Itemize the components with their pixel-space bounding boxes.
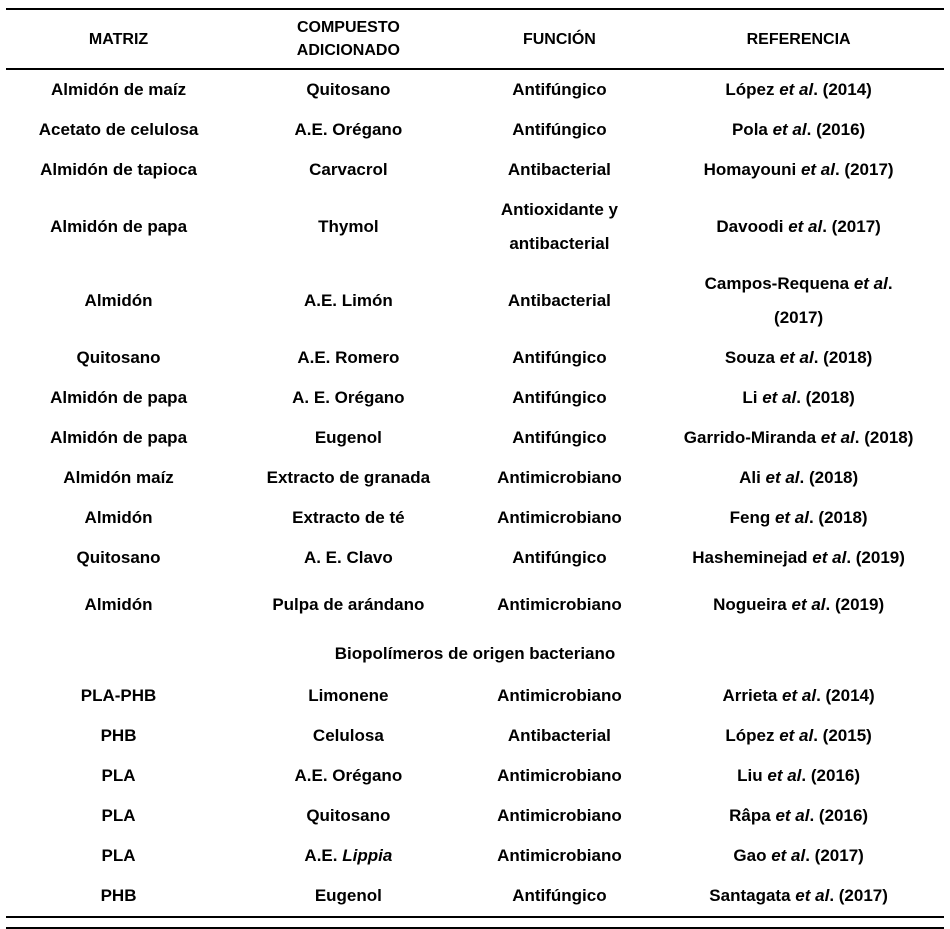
cell-funcion: Antimicrobiano	[497, 468, 622, 487]
cell-compuesto: Eugenol	[314, 428, 382, 447]
cell-funcion: Antioxidante y antibacterial	[500, 200, 618, 253]
table-row	[6, 458, 944, 498]
cell-funcion: Antimicrobiano	[497, 686, 622, 705]
cell-referencia: Nogueira et al. (2019)	[713, 595, 885, 614]
cell-compuesto: A.E. Romero	[297, 348, 400, 367]
cell-referencia: Souza et al. (2018)	[724, 348, 873, 367]
cell-referencia: Gao et al. (2017)	[733, 846, 864, 865]
table-body	[6, 69, 944, 917]
cell-funcion: Antifúngico	[512, 548, 607, 567]
table-row	[6, 150, 944, 190]
cell-matriz: Almidón	[84, 508, 153, 527]
cell-funcion: Antifúngico	[512, 80, 607, 99]
cell-referencia: López et al. (2014)	[725, 80, 872, 99]
cell-funcion: Antifúngico	[512, 388, 607, 407]
section-header: Biopolímeros de origen bacteriano	[334, 644, 616, 663]
cell-funcion: Antimicrobiano	[497, 508, 622, 527]
cell-referencia: Garrido-Miranda et al. (2018)	[683, 428, 914, 447]
cell-compuesto: A. E. Orégano	[292, 388, 405, 407]
cell-compuesto: Celulosa	[312, 726, 384, 745]
header-cell-funcion: FUNCIÓN	[466, 9, 654, 69]
table-row	[6, 796, 944, 836]
cell-matriz: Almidón de maíz	[51, 80, 187, 99]
cell-referencia: Campos-Requena et al. (2017)	[704, 274, 893, 327]
cell-funcion: Antimicrobiano	[497, 846, 622, 865]
cell-matriz: PHB	[100, 726, 137, 745]
cell-matriz: PLA	[101, 806, 136, 825]
cell-compuesto: A.E. Lippia	[304, 846, 393, 865]
cell-matriz: Almidón de tapioca	[40, 160, 197, 179]
table-row	[6, 538, 944, 578]
header-cell-referencia: REFERENCIA	[653, 9, 944, 69]
cell-referencia: Li et al. (2018)	[742, 388, 855, 407]
cell-compuesto: A.E. Orégano	[294, 120, 403, 139]
cell-referencia: Râpa et al. (2016)	[729, 806, 869, 825]
table-row	[6, 338, 944, 378]
table-row	[6, 378, 944, 418]
header-cell-matriz: MATRIZ	[6, 9, 231, 69]
cell-matriz: Almidón de papa	[50, 217, 188, 236]
header-cell-compuesto: COMPUESTO ADICIONADO	[231, 9, 466, 69]
cell-matriz: Acetato de celulosa	[38, 120, 199, 139]
cell-matriz: Quitosano	[76, 548, 161, 567]
cell-referencia: Liu et al. (2016)	[737, 766, 861, 785]
section-header-row	[6, 632, 944, 676]
cell-matriz: Almidón de papa	[50, 428, 188, 447]
cell-referencia: Pola et al. (2016)	[731, 120, 866, 139]
table-row	[6, 110, 944, 150]
cell-referencia: Homayouni et al. (2017)	[703, 160, 894, 179]
cell-funcion: Antifúngico	[512, 428, 607, 447]
table-row	[6, 716, 944, 756]
cell-referencia: López et al. (2015)	[725, 726, 872, 745]
cell-funcion: Antimicrobiano	[497, 766, 622, 785]
cell-referencia: Hasheminejad et al. (2019)	[692, 548, 905, 567]
table-row	[6, 676, 944, 716]
table-row	[6, 876, 944, 917]
cell-matriz: Almidón	[84, 595, 153, 614]
header-row	[6, 9, 944, 69]
cell-funcion: Antifúngico	[512, 120, 607, 139]
cell-matriz: Almidón	[84, 291, 153, 310]
table-row	[6, 264, 944, 338]
additives-table	[6, 8, 944, 918]
cell-funcion: Antibacterial	[507, 726, 611, 745]
cell-matriz: PLA	[101, 766, 136, 785]
table-row	[6, 190, 944, 264]
table-row	[6, 756, 944, 796]
cell-compuesto: Eugenol	[314, 886, 382, 905]
cell-compuesto: A.E. Limón	[303, 291, 393, 310]
cell-referencia: Ali et al. (2018)	[739, 468, 859, 487]
cell-compuesto: Limonene	[308, 686, 389, 705]
cell-referencia: Feng et al. (2018)	[729, 508, 868, 527]
cell-compuesto: Extracto de granada	[266, 468, 431, 487]
cell-matriz: PLA	[101, 846, 136, 865]
table-row	[6, 69, 944, 110]
table-row	[6, 418, 944, 458]
cell-compuesto: Carvacrol	[309, 160, 388, 179]
cell-compuesto: Thymol	[318, 217, 379, 236]
cell-funcion: Antimicrobiano	[497, 806, 622, 825]
cell-compuesto: Quitosano	[306, 806, 391, 825]
cell-funcion: Antifúngico	[512, 348, 607, 367]
cell-funcion: Antimicrobiano	[497, 595, 622, 614]
cell-referencia: Arrieta et al. (2014)	[722, 686, 875, 705]
cell-compuesto: Extracto de té	[292, 508, 405, 527]
cell-compuesto: A.E. Orégano	[294, 766, 403, 785]
cell-funcion: Antibacterial	[507, 160, 611, 179]
cell-compuesto: Pulpa de arándano	[272, 595, 425, 614]
cell-matriz: PLA-PHB	[80, 686, 157, 705]
cell-matriz: Almidón de papa	[50, 388, 188, 407]
cell-referencia: Davoodi et al. (2017)	[716, 217, 881, 236]
cell-funcion: Antifúngico	[512, 886, 607, 905]
cell-referencia: Santagata et al. (2017)	[709, 886, 888, 905]
cell-matriz: PHB	[100, 886, 137, 905]
table-row	[6, 578, 944, 632]
table-row	[6, 498, 944, 538]
cell-matriz: Almidón maíz	[63, 468, 174, 487]
cell-funcion: Antibacterial	[507, 291, 611, 310]
cell-matriz: Quitosano	[76, 348, 161, 367]
cell-compuesto: A. E. Clavo	[303, 548, 393, 567]
table-row	[6, 836, 944, 876]
cell-compuesto: Quitosano	[306, 80, 391, 99]
